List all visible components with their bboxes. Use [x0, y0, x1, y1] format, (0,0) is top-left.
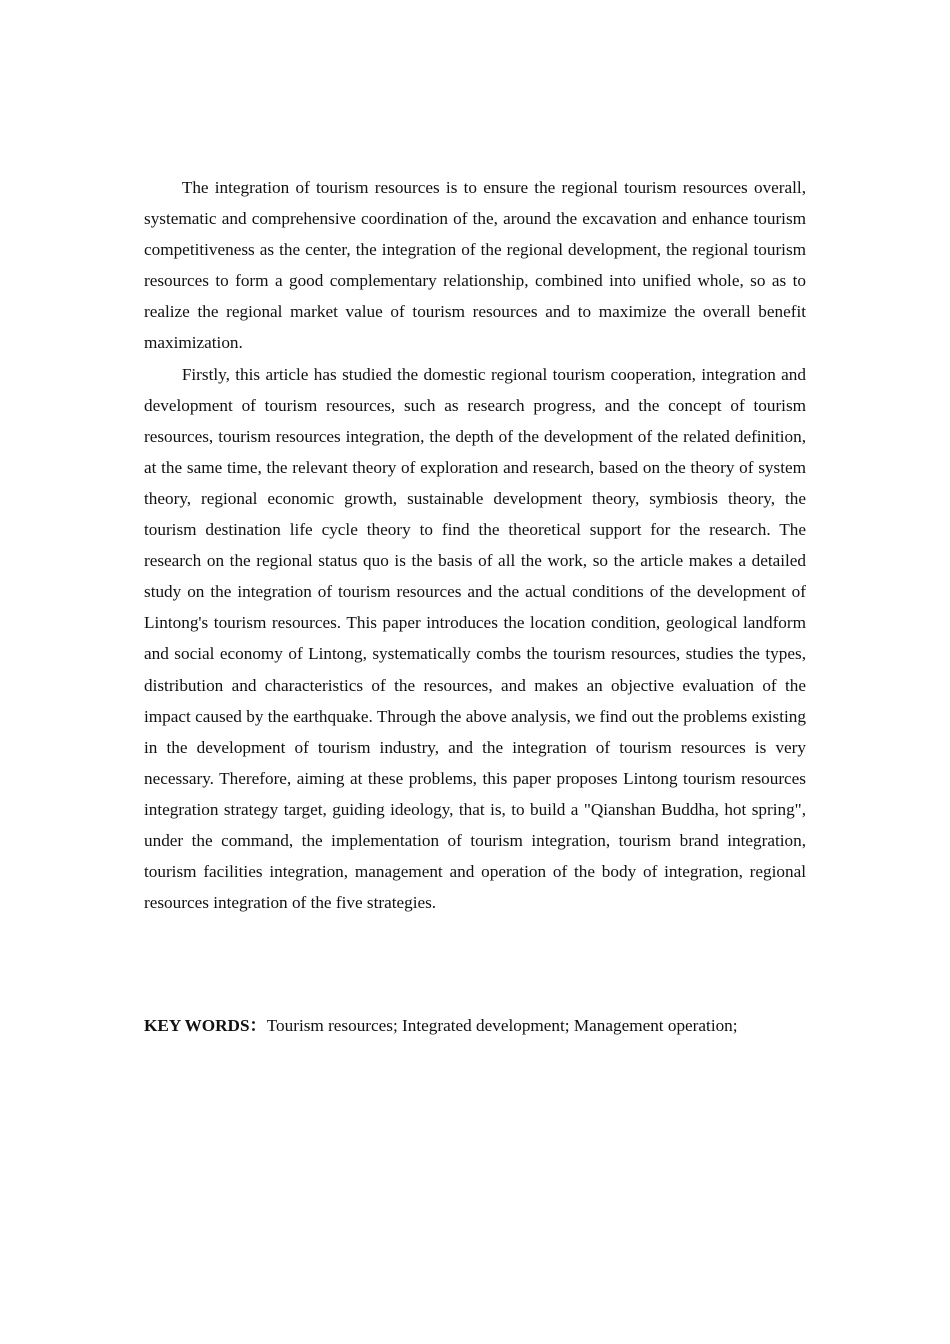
abstract-body — [144, 172, 806, 918]
abstract-paragraph-1: The integration of tourism resources is to ensure the regional tourism resources overall, systematic and comprehensive coordination of the, around the excavation and enhance tourism competitiveness as the center, the integration of the regional development, the regional tourism resources to form a good complementary relationship, combined into unified whole, so as to realize the regional market value of tourism resources and to maximize the overall benefit maximization. — [144, 178, 806, 353]
keywords-line — [144, 1012, 844, 1040]
keywords-label: KEY WORDS： — [144, 1016, 267, 1035]
keywords-text: Tourism resources; Integrated development; Management operation; — [266, 1016, 738, 1035]
abstract-paragraph-2: Firstly, this article has studied the domestic regional tourism cooperation, integration and development of tourism resources, such as research progress, and the concept of tourism resources, tourism resources integration, the depth of the development of the related definition, at the same time, the relevant theory of exploration and research, based on the theory of system theory, regional economic growth, sustainable development theory, symbiosis theory, the tourism destination life cycle theory to find the theoretical support for the research. The research on the regional status quo is the basis of all the work, so the article makes a detailed study on the integration of tourism resources and the actual conditions of the development of Lintong's tourism resources. This paper introduces the location condition, geological landform and social economy of Lintong, systematically combs the tourism resources, studies the types, distribution and characteristics of the resources, and makes an objective evaluation of the impact caused by the earthquake. Through the above analysis, we find out the problems existing in the development of tourism industry, and the integration of tourism resources is very necessary. Therefore, aiming at these problems, this paper proposes Lintong tourism resources integration strategy target, guiding ideology, that is, to build a "Qianshan Buddha, hot spring", under the command, the implementation of tourism integration, tourism brand integration, tourism facilities integration, management and operation of the body of integration, regional resources integration of the five strategies. — [144, 364, 806, 913]
